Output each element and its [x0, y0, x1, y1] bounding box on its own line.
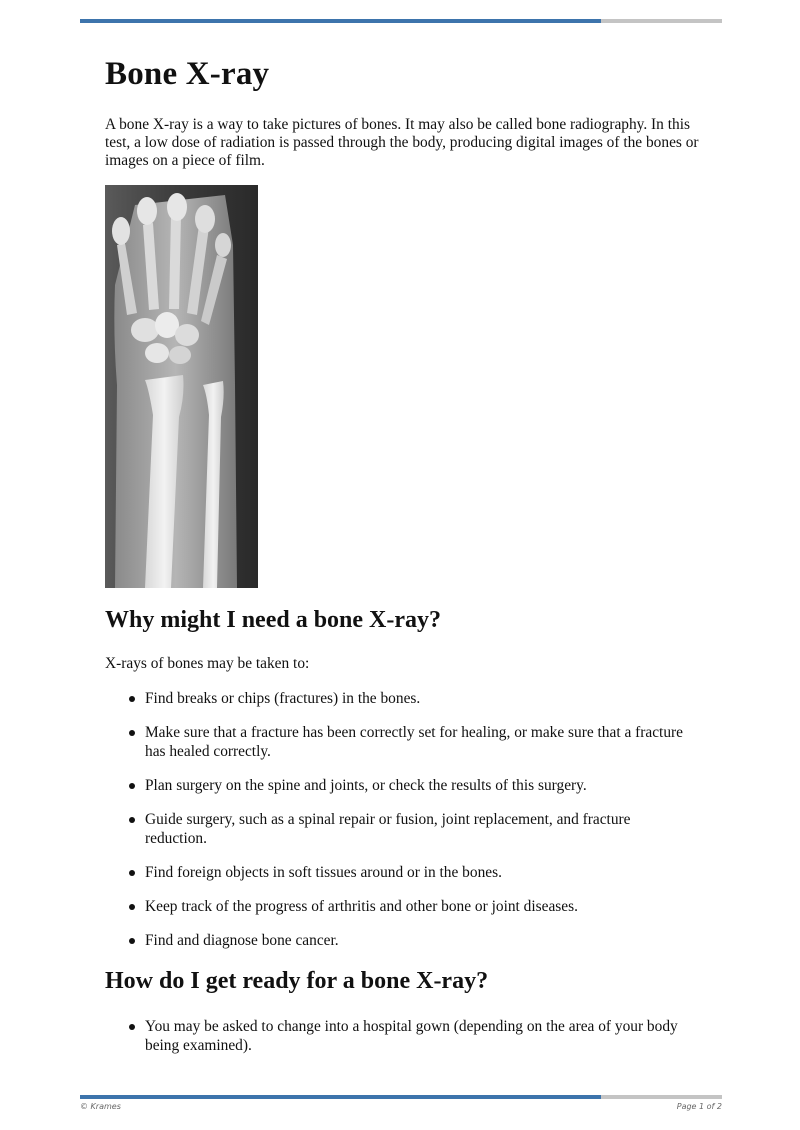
page-title: Bone X-ray — [105, 56, 270, 92]
list-item: Plan surgery on the spine and joints, or check the results of this surgery. — [105, 776, 685, 795]
page-number: Page 1 of 2 — [676, 1102, 722, 1111]
list-item: You may be asked to change into a hospital gown (depending on the area of your body being examined). — [105, 1017, 685, 1055]
header-bar — [80, 19, 722, 23]
list-item: Find breaks or chips (fractures) in the bones. — [105, 689, 685, 708]
preparation-list — [105, 1017, 685, 1070]
list-item: Find foreign objects in soft tissues around or in the bones. — [105, 863, 685, 882]
header-bar-accent — [80, 19, 601, 23]
list-item: Make sure that a fracture has been correctly set for healing, or make sure that a fracture has healed correctly. — [105, 723, 685, 761]
list-item: Keep track of the progress of arthritis and other bone or joint diseases. — [105, 897, 685, 916]
intro-paragraph: A bone X-ray is a way to take pictures of bones. It may also be called bone radiography. In this test, a low dose of radiation is passed through the body, producing digital images of the bones or images on a piece of film. — [105, 116, 699, 169]
section-heading-prepare: How do I get ready for a bone X-ray? — [105, 968, 489, 994]
list-item: Guide surgery, such as a spinal repair or fusion, joint replacement, and fracture reduction. — [105, 810, 685, 848]
section-heading-why: Why might I need a bone X-ray? — [105, 607, 442, 633]
section-lead: X-rays of bones may be taken to: — [105, 655, 310, 672]
xray-image — [105, 185, 258, 588]
footer-bar — [80, 1095, 722, 1099]
footer-copyright: © Krames — [80, 1102, 121, 1111]
footer-bar-accent — [80, 1095, 601, 1099]
list-item: Find and diagnose bone cancer. — [105, 931, 685, 950]
reasons-list — [105, 689, 685, 965]
